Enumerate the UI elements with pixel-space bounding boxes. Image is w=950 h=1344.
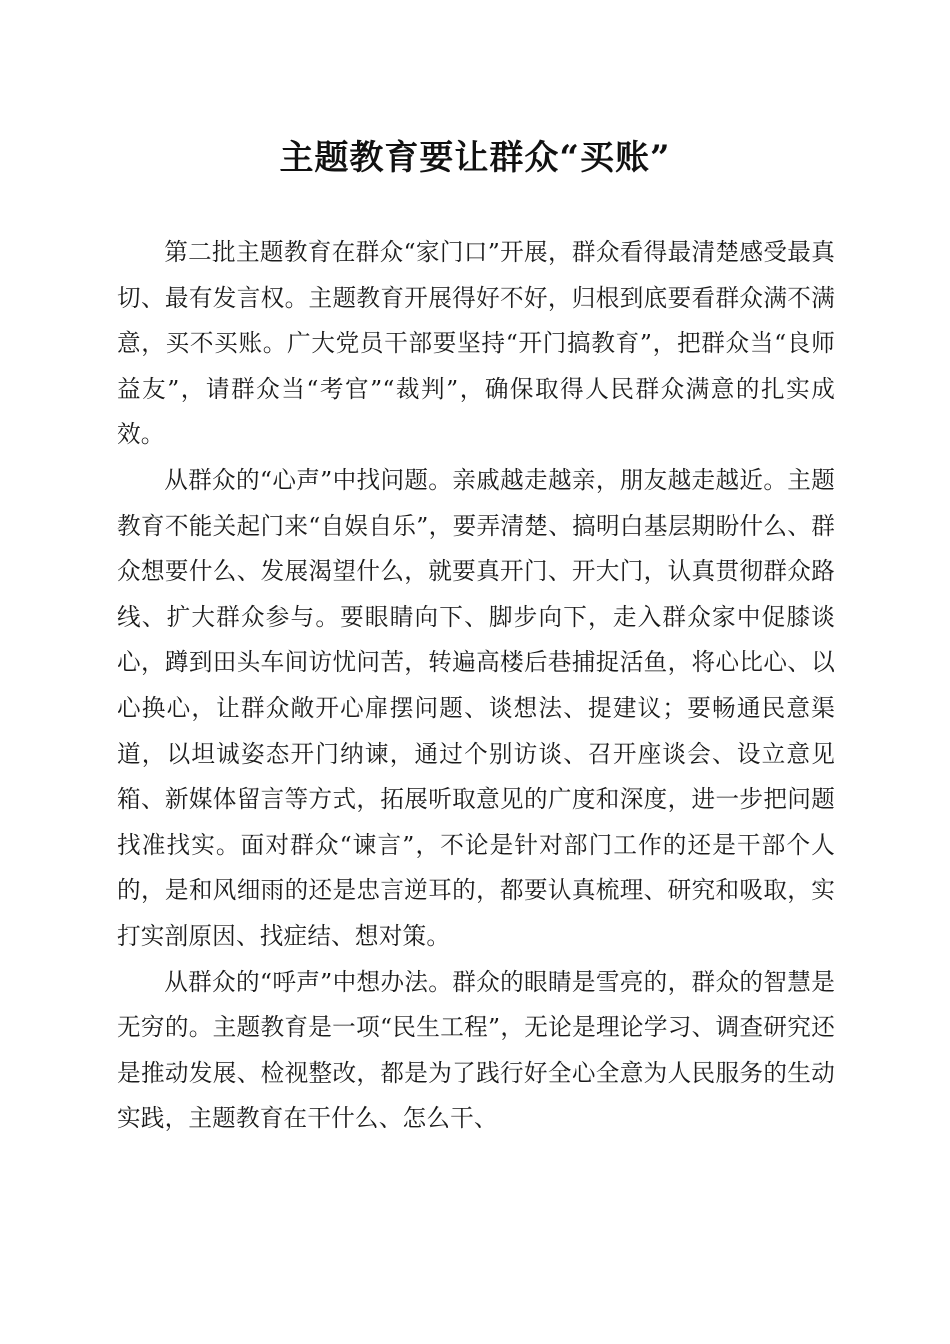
document-body: [117, 230, 835, 1142]
paragraph-intro: 第二批主题教育在群众“家门口”开展，群众看得最清楚感受最真切、最有发言权。主题教育开展得好不好，归根到底要看群众满不满意，买不买账。广大党员干部要坚持“开门搞教育”，把群众当“良师益友”，请群众当“考官”“裁判”，确保取得人民群众满意的扎实成效。: [117, 238, 835, 449]
paragraph-find-solutions: 从群众的“呼声”中想办法。群众的眼睛是雪亮的，群众的智慧是无穷的。主题教育是一项“民生工程”，无论是理论学习、调查研究还是推动发展、检视整改，都是为了践行好全心全意为人民服务的生动实践，主题教育在干什么、怎么干、: [117, 967, 835, 1133]
document-title: 主题教育要让群众“买账”: [279, 138, 671, 178]
paragraph-listen-voices: 从群众的“心声”中找问题。亲戚越走越亲，朋友越走越近。主题教育不能关起门来“自娱自乐”，要弄清楚、搞明白基层期盼什么、群众想要什么、发展渴望什么，就要真开门、开大门，认真贯彻群众路线、扩大群众参与。要眼睛向下、脚步向下，走入群众家中促膝谈心，蹲到田头车间访忧问苦，转遍高楼后巷捕捉活鱼，将心比心、以心换心，让群众敞开心扉摆问题、谈想法、提建议；要畅通民意渠道，以坦诚姿态开门纳谏，通过个别访谈、召开座谈会、设立意见箱、新媒体留言等方式，拓展听取意见的广度和深度，进一步把问题找准找实。面对群众“谏言”，不论是针对部门工作的还是干部个人的，是和风细雨的还是忠言逆耳的，都要认真梳理、研究和吸取，实打实剖原因、找症结、想对策。: [117, 465, 835, 950]
